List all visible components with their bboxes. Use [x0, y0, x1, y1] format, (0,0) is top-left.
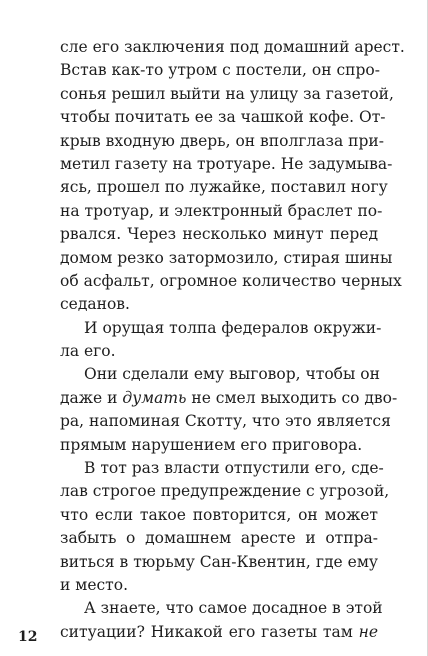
text-line: [60, 597, 383, 620]
text-line: [60, 83, 394, 106]
text-segment: что если такое повторится, он может: [60, 505, 378, 524]
text-segment: метил газету на тротуаре. Не задумыва-: [60, 154, 393, 173]
text-segment: сле его заключения под домашний арест.: [60, 38, 405, 56]
text-segment: рвался. Через несколько минут перед: [60, 225, 378, 244]
text-segment: крыв входную дверь, он вполглаза при-: [60, 131, 384, 150]
text-line: [60, 106, 386, 129]
text-line: [60, 504, 378, 527]
text-segment: Встав как-то утром с постели, он спро-: [60, 61, 380, 80]
text-line: [60, 247, 393, 270]
text-line: [60, 223, 378, 246]
text-line: [60, 551, 378, 574]
text-line: [60, 480, 390, 503]
text-segment: и место.: [60, 575, 129, 594]
text-segment: ла его.: [60, 342, 116, 361]
text-segment: об асфальт, огромное количество черных: [60, 271, 402, 290]
text-line: [60, 36, 405, 59]
text-line: [60, 153, 393, 176]
body-text: [60, 36, 405, 644]
italic-text: думать: [122, 388, 187, 407]
text-segment: ситуации? Никакой его газеты там: [60, 622, 359, 641]
text-segment: ясь, прошел по лужайке, поставил ногу: [60, 178, 388, 197]
text-segment: седанов.: [60, 295, 130, 314]
text-segment: сонья решил выйти на улицу за газетой,: [60, 84, 394, 103]
text-segment: виться в тюрьму Сан-Квентин, где ему: [60, 552, 378, 571]
text-line: [60, 340, 378, 363]
text-line: [60, 293, 378, 316]
text-line: [60, 317, 382, 340]
text-line: [60, 270, 402, 293]
text-segment: ра, напоминая Скотту, что это является: [60, 412, 391, 431]
text-line: [60, 59, 378, 82]
text-segment: прямым нарушением его приговора.: [60, 435, 363, 454]
page-number: 12: [18, 629, 38, 645]
text-segment: даже и: [60, 388, 123, 407]
text-line: [60, 176, 388, 199]
text-line: [60, 130, 384, 153]
text-segment: Они сделали ему выговор, чтобы он: [84, 365, 380, 384]
text-segment: домом резко затормозило, стирая шины: [60, 248, 393, 267]
text-segment: на тротуар, и электронный браслет по-: [60, 201, 383, 220]
text-line: [60, 410, 391, 433]
text-line: [60, 434, 378, 457]
text-segment: лав строгое предупреждение с угрозой,: [60, 482, 390, 501]
text-line: [60, 574, 378, 597]
text-line: [60, 621, 378, 644]
italic-text: не: [358, 622, 378, 641]
text-line: [60, 527, 378, 550]
text-line: [60, 387, 398, 410]
text-line: [60, 457, 384, 480]
text-line: [60, 363, 378, 386]
text-segment: не смел выходить со дво-: [186, 388, 398, 407]
text-segment: забыть о домашнем аресте и отпра-: [60, 529, 378, 548]
text-segment: чтобы почитать ее за чашкой кофе. От-: [60, 108, 386, 127]
text-segment: В тот раз власти отпустили его, сде-: [84, 459, 384, 478]
text-line: [60, 200, 383, 223]
text-segment: И орущая толпа федералов окружи-: [84, 318, 382, 337]
text-segment: А знаете, что самое досадное в этой: [84, 599, 383, 618]
